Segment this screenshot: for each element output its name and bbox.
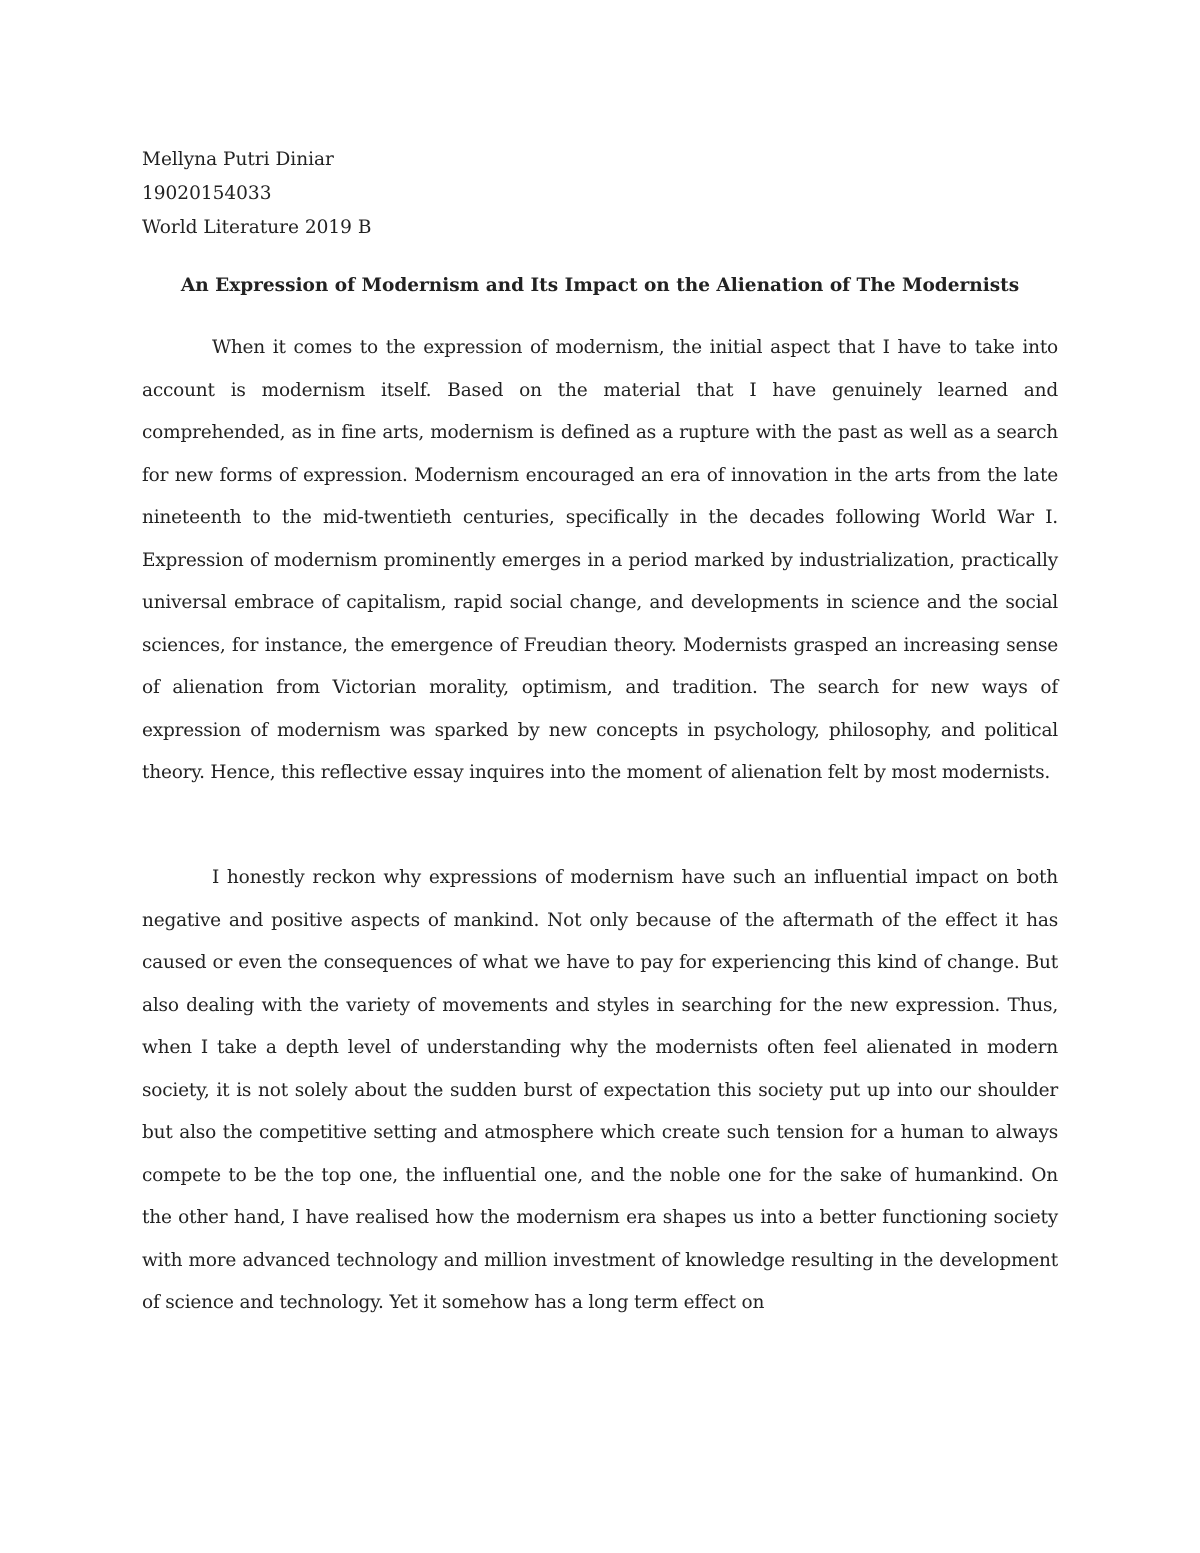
author-header [142,143,371,245]
course-name: World Literature 2019 B [142,217,372,238]
body-paragraph: When it comes to the expression of modernism, the initial aspect that I have to take into account is modernism itself. Based on the material that I have genuinely learned and comprehended, as in fine arts, modernism is defined as a rupture with the past as well as a search for new forms of expression. Modernism encouraged an era of innovation in the arts from the late nineteenth to the mid-twentieth centuries, specifically in the decades following World War I. Expression of modernism prominently emerges in a period marked by industrialization, practically universal embrace of capitalism, rapid social change, and developments in science and the social sciences, for instance, the emergence of Freudian theory. Modernists grasped an increasing sense of alienation from Victorian morality, optimism, and tradition. The search for new ways of expression of modernism was sparked by new concepts in psychology, philosophy, and political theory. Hence, this reflective essay inquires into the moment of alienation felt by most modernists. [142,337,1058,783]
author-name: Mellyna Putri Diniar [142,149,334,170]
body-paragraph: I honestly reckon why expressions of modernism have such an influential impact on both negative and positive aspects of mankind. Not only because of the aftermath of the effect it has caused or even the consequences of what we have to pay for experiencing this kind of change. But also dealing with the variety of movements and styles in searching for the new expression. Thus, when I take a depth level of understanding why the modernists often feel alienated in modern society, it is not solely about the sudden burst of expectation this society put up into our shoulder but also the competitive setting and atmosphere which create such tension for a human to always compete to be the top one, the influential one, and the noble one for the sake of humankind. On the other hand, I have realised how the modernism era shapes us into a better functioning society with more advanced technology and million investment of knowledge resulting in the development of science and technology. Yet it somehow has a long term effect on [142,867,1058,1313]
student-id: 19020154033 [142,183,272,204]
essay-title: An Expression of Modernism and Its Impact on the Alienation of The Modernists [180,275,1020,296]
